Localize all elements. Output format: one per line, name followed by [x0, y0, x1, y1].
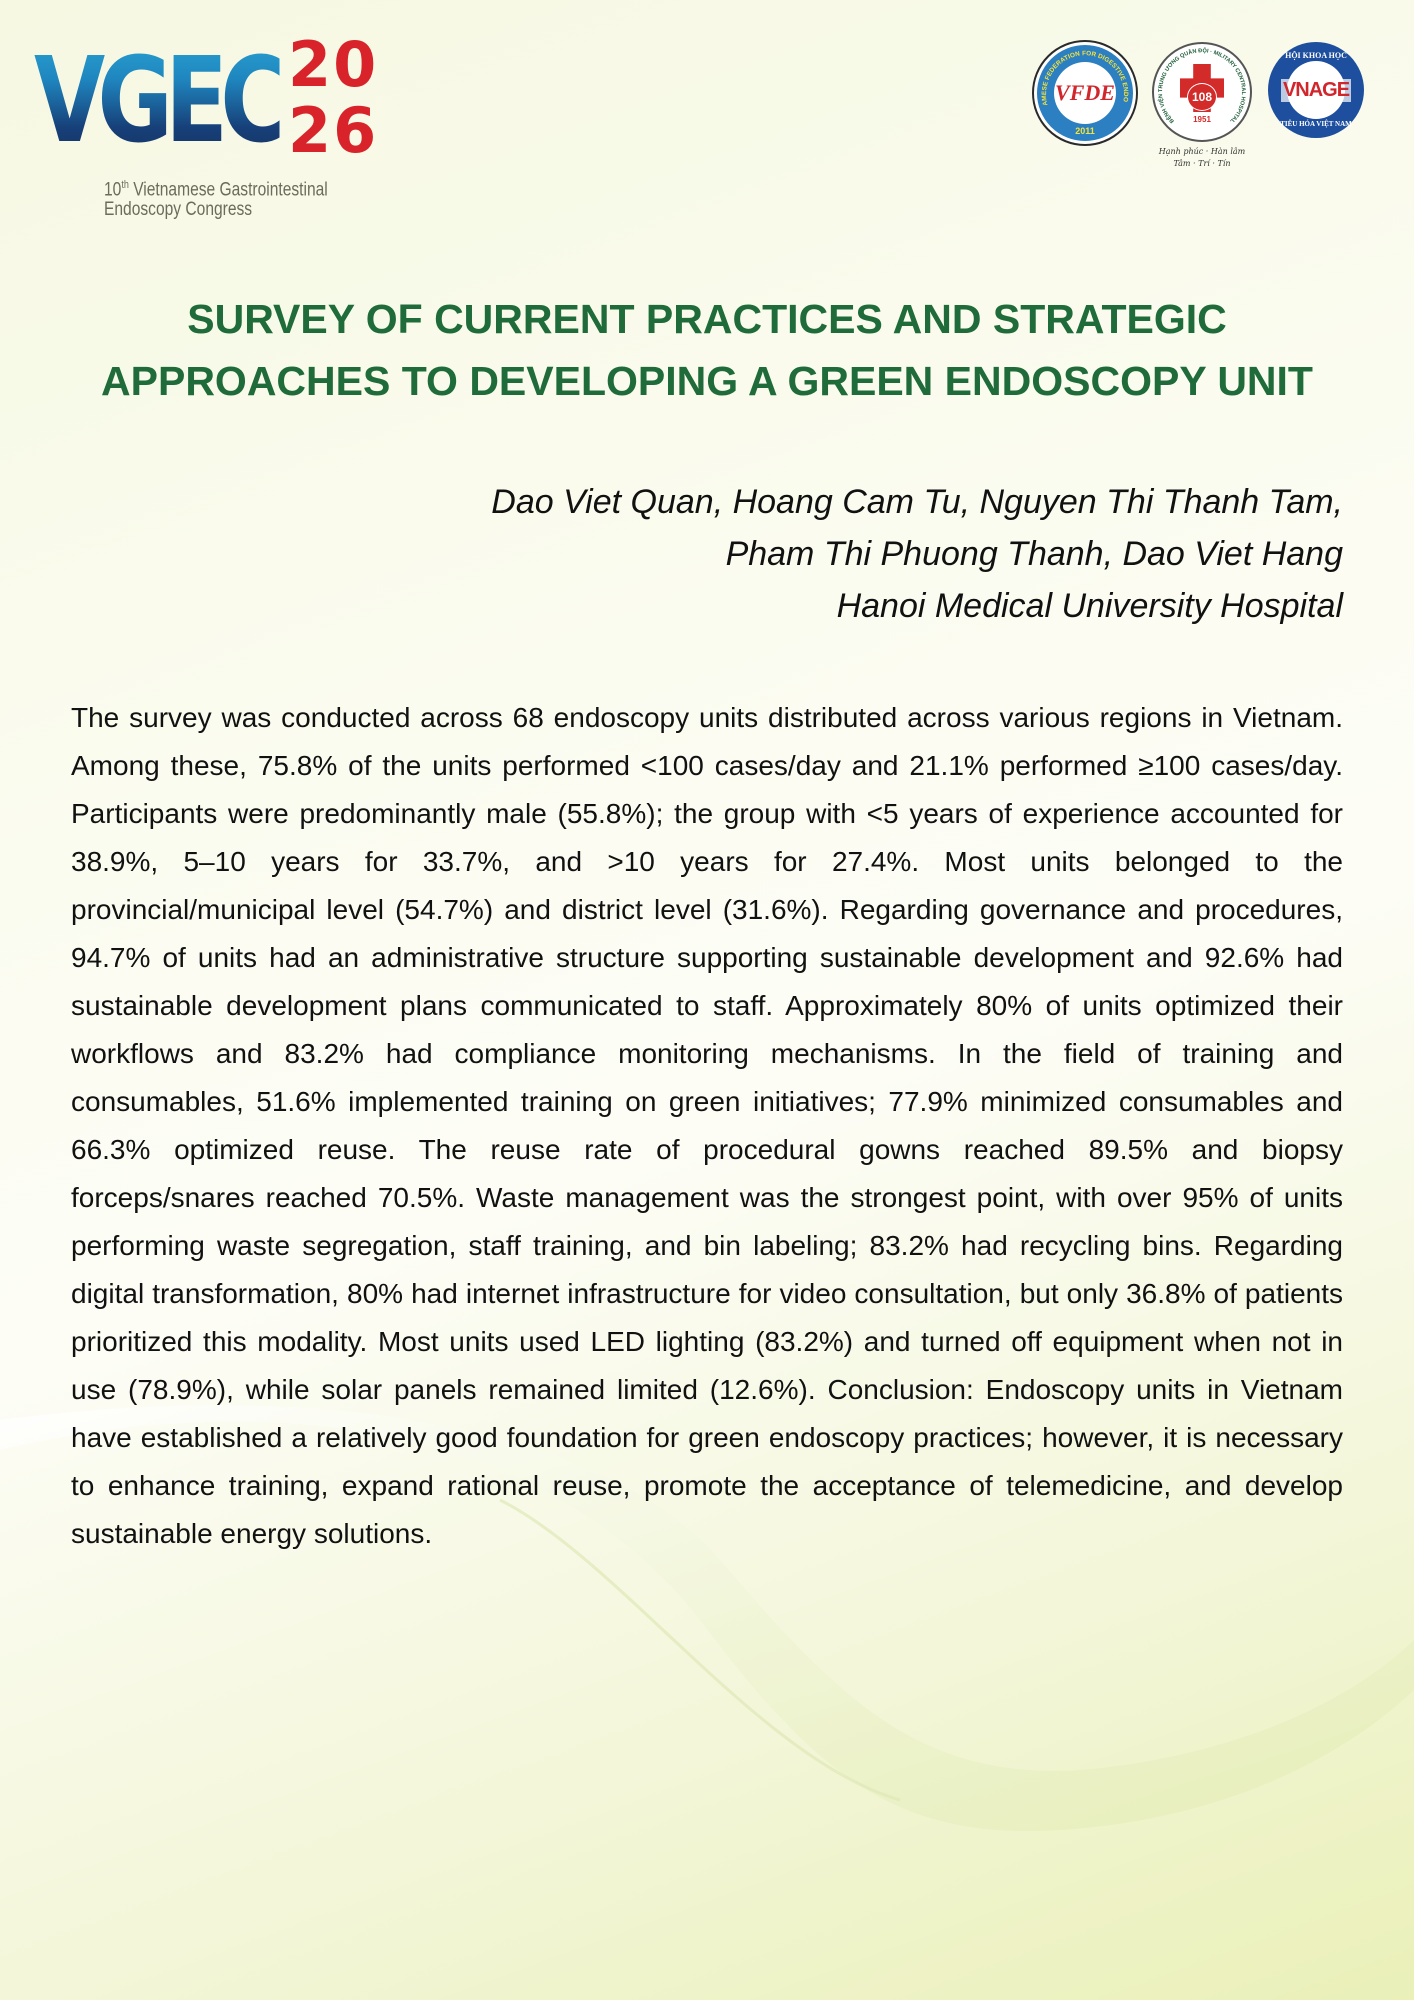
edition-suffix: th: [121, 179, 129, 191]
congress-subtitle: [104, 175, 328, 220]
vgec-wordmark: VGEC: [34, 31, 281, 169]
authors-line2: Pham Thi Phuong Thanh, Dao Viet Hang: [725, 535, 1343, 573]
congress-line1: Vietnamese Gastrointestinal: [128, 179, 328, 201]
hospital-motto: [1159, 146, 1245, 170]
affiliation: Hanoi Medical University Hospital: [836, 587, 1343, 625]
congress-line2: Endoscopy Congress: [104, 199, 253, 221]
vgec-year: [288, 28, 379, 167]
vnage-ring-top: HỘI KHOA HỌC: [1285, 51, 1347, 60]
hospital-108-ring-text: Bệnh viện Trung ương Quân đội · Military Central Hospital: [1157, 48, 1247, 124]
title-line2: APPROACHES TO DEVELOPING A GREEN ENDOSCOPY UNIT: [101, 358, 1313, 404]
vfde-year: 2011: [1075, 126, 1095, 136]
hospital-108-year: 1951: [1193, 115, 1211, 124]
abstract-title: [60, 288, 1354, 412]
year-top: 20: [288, 28, 379, 101]
abstract-body: The survey was conducted across 68 endoscopy units distributed across various regions in Vietnam. Among these, 75.8% of the units performed <100 cases/day and 21.1% performed ≥100 cases/day. Participants were predominantly male (55.8%); the group with <5 years of experience accounted for 38.9%, 5–10 years for 33.7%, and >10 years for 27.4%. Most units belonged to the provincial/municipal level (54.7%) and district level (31.6%). Regarding governance and procedures, 94.7% of units had an administrative structure supporting sustainable development and 92.6% had sustainable development plans communicated to staff. Approximately 80% of units optimized their workflows and 83.2% had compliance monitoring mechanisms. In the field of training and consumables, 51.6% implemented training on green initiatives; 77.9% minimized consumables and 66.3% optimized reuse. The reuse rate of procedural gowns reached 89.5% and biopsy forceps/snares reached 70.5%. Waste management was the strongest point, with over 95% of units performing waste segregation, staff training, and bin labeling; 83.2% had recycling bins. Regarding digital transformation, 80% had internet infrastructure for video consultation, but only 36.8% of patients prioritized this modality. Most units used LED lighting (83.2%) and turned off equipment when not in use (78.9%), while solar panels remained limited (12.6%). Conclusion: Endoscopy units in Vietnam have established a relatively good foundation for green endoscopy practices; however, it is necessary to enhance training, expand rational reuse, promote the acceptance of telemedicine, and develop sustainable energy solutions.: [71, 702, 1343, 1549]
motto-line2: Tâm · Trí · Tín: [1173, 159, 1231, 168]
authors-line1: Dao Viet Quan, Hoang Cam Tu, Nguyen Thi Thanh Tam,: [491, 483, 1343, 521]
year-bottom: 26: [288, 94, 379, 167]
vnage-ring-bottom: TIÊU HÓA VIỆT NAM: [1280, 120, 1352, 128]
authors-block: [491, 476, 1343, 632]
vgec-logo: [34, 30, 414, 220]
vnage-seal-icon: [1268, 42, 1364, 138]
vfde-seal-icon: [1034, 42, 1136, 144]
vnage-label: VNAGE: [1282, 78, 1350, 101]
partner-logos: [1034, 42, 1364, 170]
vfde-ring-text: Vietnamese Federation for Digestive Endoscopy: [1034, 40, 1130, 107]
motto-line1: Hạnh phúc · Hàn lâm: [1158, 147, 1246, 156]
title-line1: SURVEY OF CURRENT PRACTICES AND STRATEGIC: [187, 296, 1227, 342]
hospital-108-seal-icon: [1152, 42, 1252, 142]
edition-number: 10: [104, 179, 122, 201]
hospital-108-label: 108: [1187, 83, 1217, 111]
military-hospital-108-logo: [1152, 42, 1252, 170]
vfde-label: VFDE: [1055, 80, 1115, 105]
